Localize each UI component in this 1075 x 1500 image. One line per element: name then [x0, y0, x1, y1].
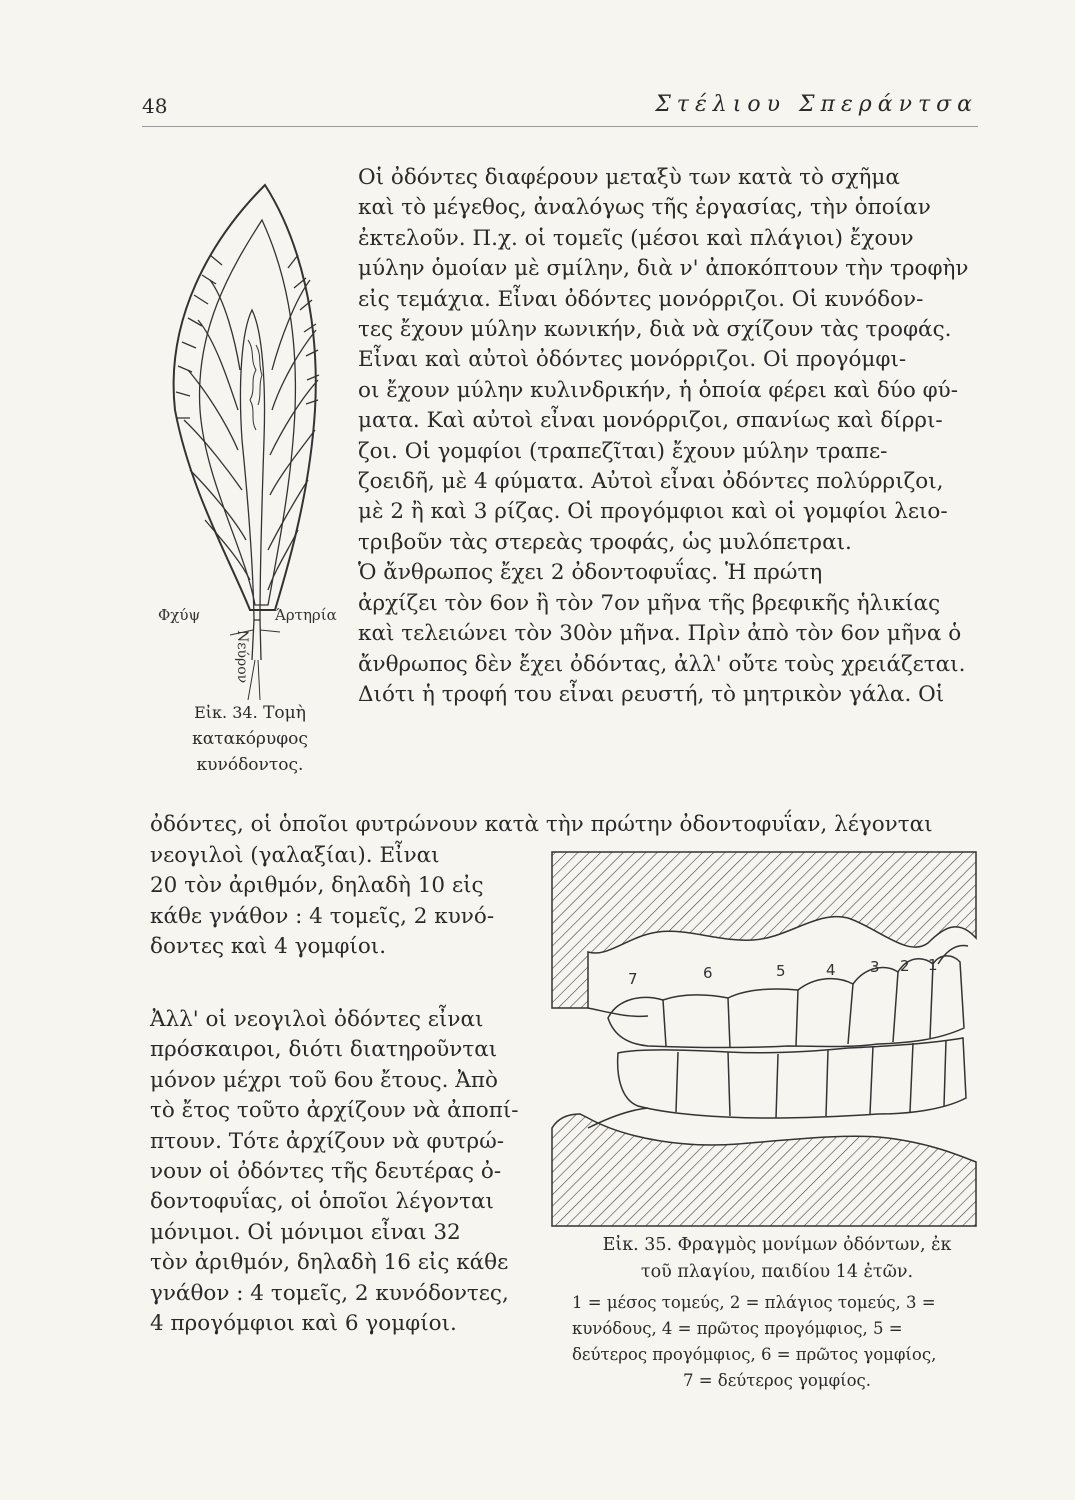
text-line: δοντοφυΐας, οἱ ὁποῖοι λέγονται [150, 1189, 494, 1215]
text-line: τὸν ἀριθμόν, δηλαδὴ 16 εἰς κάθε [150, 1250, 509, 1276]
paragraph-tooth-types [358, 163, 980, 710]
paragraph-primary-teeth [150, 841, 542, 963]
text-line: νεογιλοὶ (γαλαξίαι). Εἶναι [150, 843, 440, 868]
page-number: 48 [142, 94, 168, 118]
figure-35-dentition [548, 848, 980, 1230]
text-line: οι ἔχουν μύλην κυλινδρικήν, ἡ ὁποία φέρει καὶ δύο φύ- [358, 377, 959, 403]
running-title: Στέλιου Σπεράντσα [655, 92, 978, 117]
legend-line: 1 = μέσος τομεύς, 2 = πλάγιος τομεύς, 3 = [572, 1293, 936, 1312]
dentition-illustration [548, 848, 980, 1230]
figure-34-caption [150, 700, 350, 778]
text-line: 20 τὸν ἀριθμόν, δηλαδὴ 10 εἰς [150, 873, 484, 899]
text-line: μὲ 2 ἢ καὶ 3 ρίζας. Οἱ προγόμφιοι καὶ οἱ γομφίοι λειο- [358, 499, 948, 525]
text-line: ἄνθρωπος δὲν ἔχει ὀδόντας, ἀλλ' οὔτε τοὺς χρειάζεται. [358, 651, 966, 677]
tooth-number-4: 4 [826, 961, 836, 979]
text-line: Διότι ἡ τροφή του εἶναι ρευστή, τὸ μητρικὸν γάλα. Οἱ [358, 681, 945, 707]
text-line: ὀδόντες, οἱ ὁποῖοι φυτρώνουν κατὰ τὴν πρώτην ὀδοντοφυΐαν, λέγονται [150, 812, 933, 837]
tooth-number-2: 2 [900, 957, 910, 975]
caption-line: Εἰκ. 35. Φραγμὸς μονίμων ὀδόντων, ἐκ [602, 1235, 952, 1255]
text-line: ἀρχίζει τὸν 6ον ἢ τὸν 7ον μῆνα τῆς βρεφικῆς ἡλικίας [358, 590, 941, 616]
legend-line: δεύτερος προγόμφιος, 6 = πρῶτος γομφίος, [572, 1345, 937, 1364]
label-nerve: Νεύρον [234, 630, 250, 684]
legend-line: 7 = δεύτερος γομφίος. [682, 1371, 872, 1390]
figure-35-caption [572, 1232, 982, 1285]
text-line: γνάθον : 4 τομεῖς, 2 κυνόδοντες, [150, 1280, 509, 1306]
page-header [142, 92, 978, 127]
figure-34-tooth-section [150, 160, 360, 700]
text-line: τριβοῦν τὰς στερεὰς τροφάς, ὡς μυλόπετραι. [358, 529, 852, 555]
text-line: μόνιμοι. Οἱ μόνιμοι εἶναι 32 [150, 1219, 461, 1245]
text-line: πρόσκαιροι, διότι διατηροῦνται [150, 1037, 498, 1063]
text-line: Ὁ ἄνθρωπος ἔχει 2 ὀδοντοφυΐας. Ἡ πρώτη [358, 560, 823, 586]
text-line: κάθε γνάθον : 4 τομεῖς, 2 κυνό- [150, 903, 495, 929]
legend-line: κυνόδους, 4 = πρῶτος προγόμφιος, 5 = [572, 1319, 903, 1338]
text-line: ματα. Καὶ αὐτοὶ εἶναι μονόρριζοι, σπανίως καὶ δίρρι- [358, 408, 943, 434]
text-line: Εἶναι καὶ αὐτοὶ ὀδόντες μονόρριζοι. Οἱ προγόμφι- [358, 347, 907, 373]
figure-34-caption-text: Τομὴ κατακόρυφος κυνόδοντος. [192, 703, 308, 775]
text-line: ζοειδῆ, μὲ 4 φύματα. Αὐτοὶ εἶναι ὀδόντες πολύρριζοι, [358, 469, 944, 495]
text-line: Οἱ ὀδόντες διαφέρουν μεταξὺ των κατὰ τὸ σχῆμα [358, 165, 900, 190]
text-line: Ἀλλ' οἱ νεογιλοὶ ὀδόντες εἶναι [150, 1007, 484, 1032]
text-line: καὶ τελειώνει τὸν 30ὸν μῆνα. Πρὶν ἀπὸ τὸν 6ον μῆνα ὁ [358, 621, 962, 647]
text-line: 4 προγόμφιοι καὶ 6 γομφίοι. [150, 1311, 457, 1337]
paragraph-full-width-line [150, 810, 980, 840]
tooth-number-5: 5 [776, 962, 786, 980]
text-line: ζοι. Οἱ γομφίοι (τραπεζῖται) ἔχουν μύλην τραπε- [358, 438, 888, 464]
tooth-number-6: 6 [703, 964, 713, 982]
label-artery: Άρτηρία [275, 606, 337, 624]
tooth-number-7: 7 [628, 970, 638, 988]
text-line: μύλην ὁμοίαν μὲ σμίλην, διὰ ν' ἀποκόπτουν τὴν τροφὴν [358, 256, 969, 282]
tooth-section-illustration [150, 160, 360, 700]
text-line: καὶ τὸ μέγεθος, ἀναλόγως τῆς ἐργασίας, τὴν ὁποίαν [358, 195, 931, 221]
figure-34-number: Εἰκ. 34. [194, 703, 258, 722]
caption-line: τοῦ πλαγίου, παιδίου 14 ἐτῶν. [640, 1261, 914, 1282]
text-line: τες ἔχουν μύλην κωνικήν, διὰ νὰ σχίζουν τὰς τροφάς. [358, 317, 952, 343]
paragraph-permanent-teeth [150, 1005, 542, 1339]
text-line: εἰς τεμάχια. Εἶναι ὀδόντες μονόρριζοι. Οἱ κυνόδον- [358, 286, 924, 312]
text-line: δοντες καὶ 4 γομφίοι. [150, 934, 387, 960]
tooth-number-3: 3 [870, 958, 880, 976]
label-left-vein: Φχύψ [158, 606, 201, 624]
text-line: τὸ ἔτος τοῦτο ἀρχίζουν νὰ ἀποπί- [150, 1098, 519, 1124]
text-line: μόνον μέχρι τοῦ 6ου ἔτους. Ἀπὸ [150, 1067, 498, 1093]
figure-35-legend [572, 1290, 982, 1394]
text-line: νουν οἱ ὀδόντες τῆς δευτέρας ὀ- [150, 1159, 502, 1185]
tooth-number-1: 1 [928, 956, 938, 974]
text-line: ἐκτελοῦν. Π.χ. οἱ τομεῖς (μέσοι καὶ πλάγιοι) ἔχουν [358, 225, 914, 251]
text-line: πτουν. Τότε ἀρχίζουν νὰ φυτρώ- [150, 1128, 504, 1154]
